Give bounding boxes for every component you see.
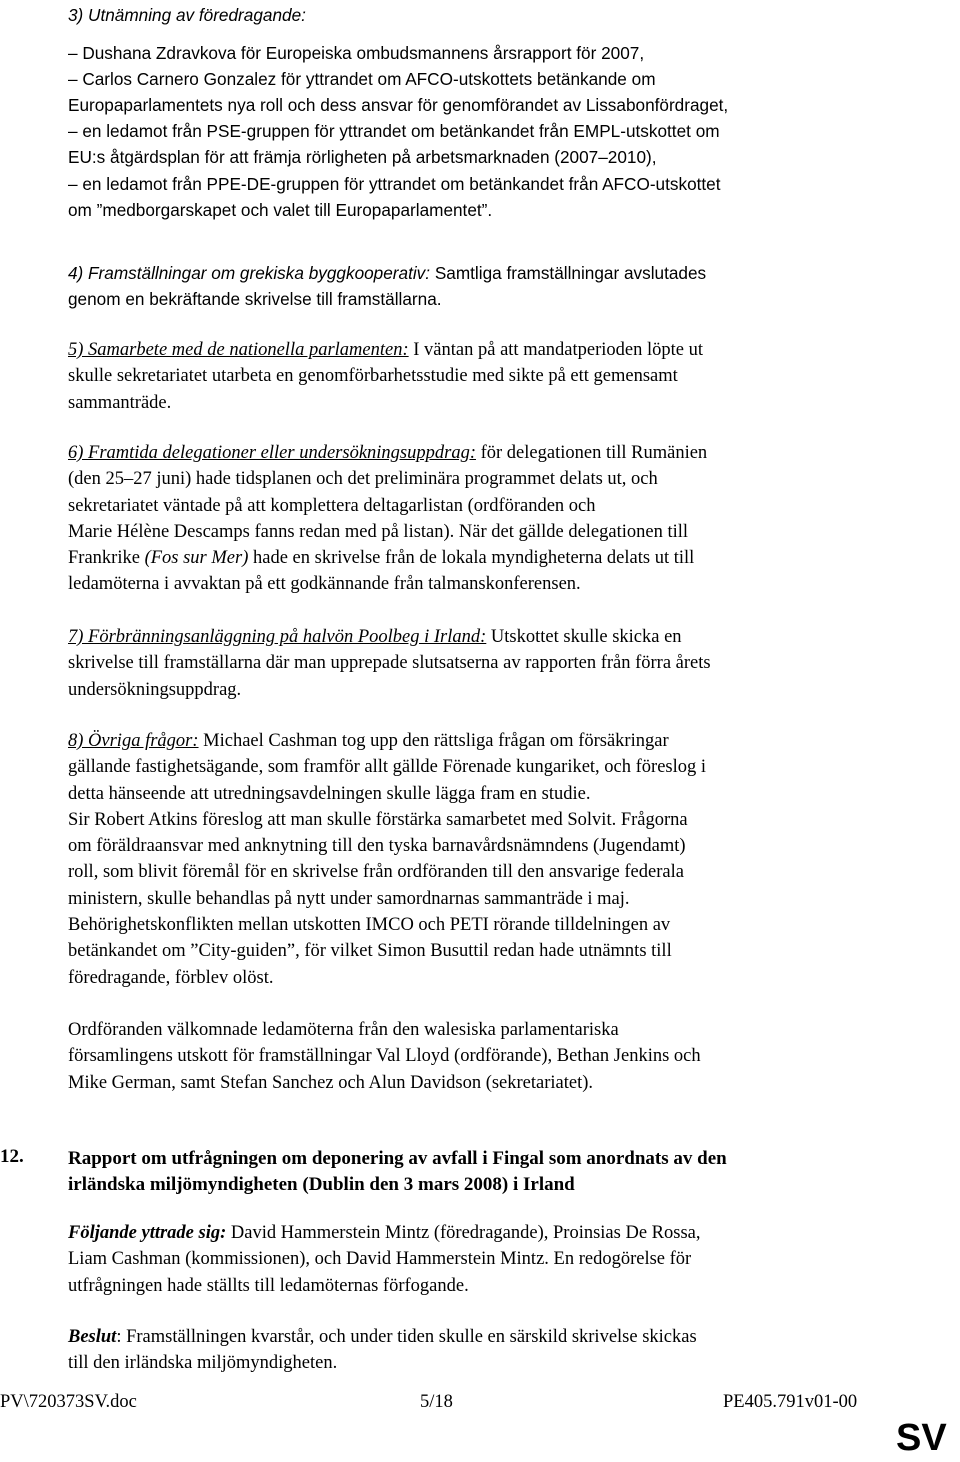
appointment-line: EU:s åtgärdsplan för att främja rörligheten på arbetsmarknaden (2007–2010), [68, 147, 657, 168]
speakers-text: Liam Cashman (kommissionen), och David Hammerstein Mintz. En redogörelse för [68, 1249, 692, 1270]
section-8-text: Behörighetskonflikten mellan utskotten IMCO och PETI rörande tilldelningen av [68, 915, 671, 936]
section-5-text: sammanträde. [68, 392, 172, 413]
section-8-text: betänkandet om ”City-guiden”, för vilket Simon Busuttil redan hade utnämnts till [68, 941, 672, 962]
section-7-text: undersökningsuppdrag. [68, 679, 242, 700]
footer-doc-name: PV\720373SV.doc [0, 1392, 137, 1412]
item-number: 12. [0, 1146, 24, 1167]
appointment-line: – en ledamot från PSE-gruppen för yttrandet om betänkandet från EMPL-utskottet om [68, 121, 720, 142]
section-8-text: gällande fastighetsägande, som framför allt gällde Förenade kungariket, och föreslog i [68, 757, 707, 778]
section-6 [68, 440, 878, 598]
section-8-text: ministern, skulle behandlas på nytt under samordnarnas sammanträde i maj. [68, 888, 630, 909]
section-7-text: Utskottet skulle skicka en [486, 627, 682, 647]
section-8-text: om föräldraansvar med anknytning till den tyska barnavårdsnämndens (Jugendamt) [68, 836, 686, 857]
section-6-text: Marie Hélène Descamps fanns redan med på listan). När det gällde delegationen till [68, 521, 689, 542]
section-3 [68, 2, 878, 223]
section-8-text: Michael Cashman tog upp den rättsliga frågan om försäkringar [198, 731, 669, 751]
welcome-text: Ordföranden välkomnade ledamöterna från den walesiska parlamentariska [68, 1020, 619, 1040]
section-5 [68, 337, 878, 416]
section-8-text: detta hänseende att utredningsavdelningen skulle lägga fram en studie. [68, 783, 591, 804]
section-5-text: skulle sekretariatet utarbeta en genomförbarhetsstudie med sikte på ett gemensamt [68, 366, 678, 387]
section-5-text: I väntan på att mandatperioden löpte ut [408, 340, 703, 360]
section-6-heading: 6) Framtida delegationer eller undersökningsuppdrag: [68, 443, 476, 463]
speakers-text: utfrågningen hade ställts till ledamöternas förfogande. [68, 1275, 469, 1296]
section-8 [68, 728, 878, 991]
decision-text: till den irländska miljömyndigheten. [68, 1353, 338, 1374]
speakers-text: David Hammerstein Mintz (föredragande), Proinsias De Rossa, [226, 1223, 701, 1243]
footer-reference: PE405.791v01-00 [723, 1392, 858, 1412]
item-title-line: Rapport om utfrågningen om deponering av avfall i Fingal som anordnats av den [68, 1148, 727, 1169]
place-name: (Fos sur Mer) [144, 548, 249, 569]
section-4 [68, 260, 878, 312]
section-8-text: föredragande, förblev olöst. [68, 967, 274, 988]
section-8-text: roll, som blivit föremål för en skrivelse från ordföranden till den ansvarige federala [68, 862, 684, 883]
section-6-text: hade en skrivelse från de lokala myndigheterna delats ut till [248, 548, 695, 569]
speakers-label: Följande yttrade sig: [68, 1223, 227, 1243]
item-title-line: irländska miljömyndigheten (Dublin den 3 mars 2008) i Irland [68, 1174, 575, 1196]
welcome-text: Mike German, samt Stefan Sanchez och Alun Davidson (sekretariatet). [68, 1072, 594, 1093]
appointment-line: – Dushana Zdravkova för Europeiska ombudsmannens årsrapport för 2007, [68, 43, 645, 64]
speakers-paragraph [68, 1220, 878, 1299]
decision-label: Beslut [68, 1327, 117, 1347]
section-4-text: Samtliga framställningar avslutades [430, 263, 707, 283]
section-5-heading: 5) Samarbete med de nationella parlamenten: [68, 340, 409, 360]
section-6-text: (den 25–27 juni) hade tidsplanen och det preliminära programmet delats ut, och [68, 469, 658, 490]
section-8-heading: 8) Övriga frågor: [68, 731, 199, 751]
language-code: SV [896, 1417, 947, 1459]
appointment-line: – Carlos Carnero Gonzalez för yttrandet om AFCO-utskottets betänkande om [68, 69, 656, 90]
welcome-text: församlingens utskott för framställningar Val Lloyd (ordförande), Bethan Jenkins och [68, 1046, 701, 1067]
section-7 [68, 624, 878, 703]
welcome-paragraph [68, 1017, 878, 1096]
item-12-title [68, 1146, 888, 1199]
section-8-text: Sir Robert Atkins föreslog att man skulle förstärka samarbetet med Solvit. Frågorna [68, 809, 688, 830]
section-7-text: skrivelse till framställarna där man upprepade slutsatserna av rapporten från förra årets [68, 653, 711, 674]
section-6-text: sekretariatet väntade på att komplettera deltagarlistan (ordföranden och [68, 495, 596, 516]
section-4-text: genom en bekräftande skrivelse till framställarna. [68, 289, 442, 310]
decision-text: : Framställningen kvarstår, och under tiden skulle en särskild skrivelse skickas [116, 1327, 697, 1347]
section-7-heading: 7) Förbränningsanläggning på halvön Poolbeg i Irland: [68, 627, 487, 647]
appointment-line: Europaparlamentets nya roll och dess ansvar för genomförandet av Lissabonfördraget, [68, 95, 729, 116]
appointment-line: – en ledamot från PPE-DE-gruppen för yttrandet om betänkandet från AFCO-utskottet [68, 173, 721, 194]
section-3-heading: 3) Utnämning av föredragande: [68, 5, 306, 25]
section-6-text: ledamöterna i avvaktan på ett godkännande från talmanskonferensen. [68, 574, 581, 595]
appointment-line: om ”medborgarskapet och valet till Europaparlamentet”. [68, 199, 493, 220]
section-6-text: Frankrike [68, 548, 145, 569]
section-6-text: för delegationen till Rumänien [475, 443, 708, 463]
decision-paragraph [68, 1324, 878, 1377]
section-4-heading: 4) Framställningar om grekiska byggkooperativ: [68, 263, 431, 283]
footer-page-number: 5/18 [420, 1392, 453, 1412]
